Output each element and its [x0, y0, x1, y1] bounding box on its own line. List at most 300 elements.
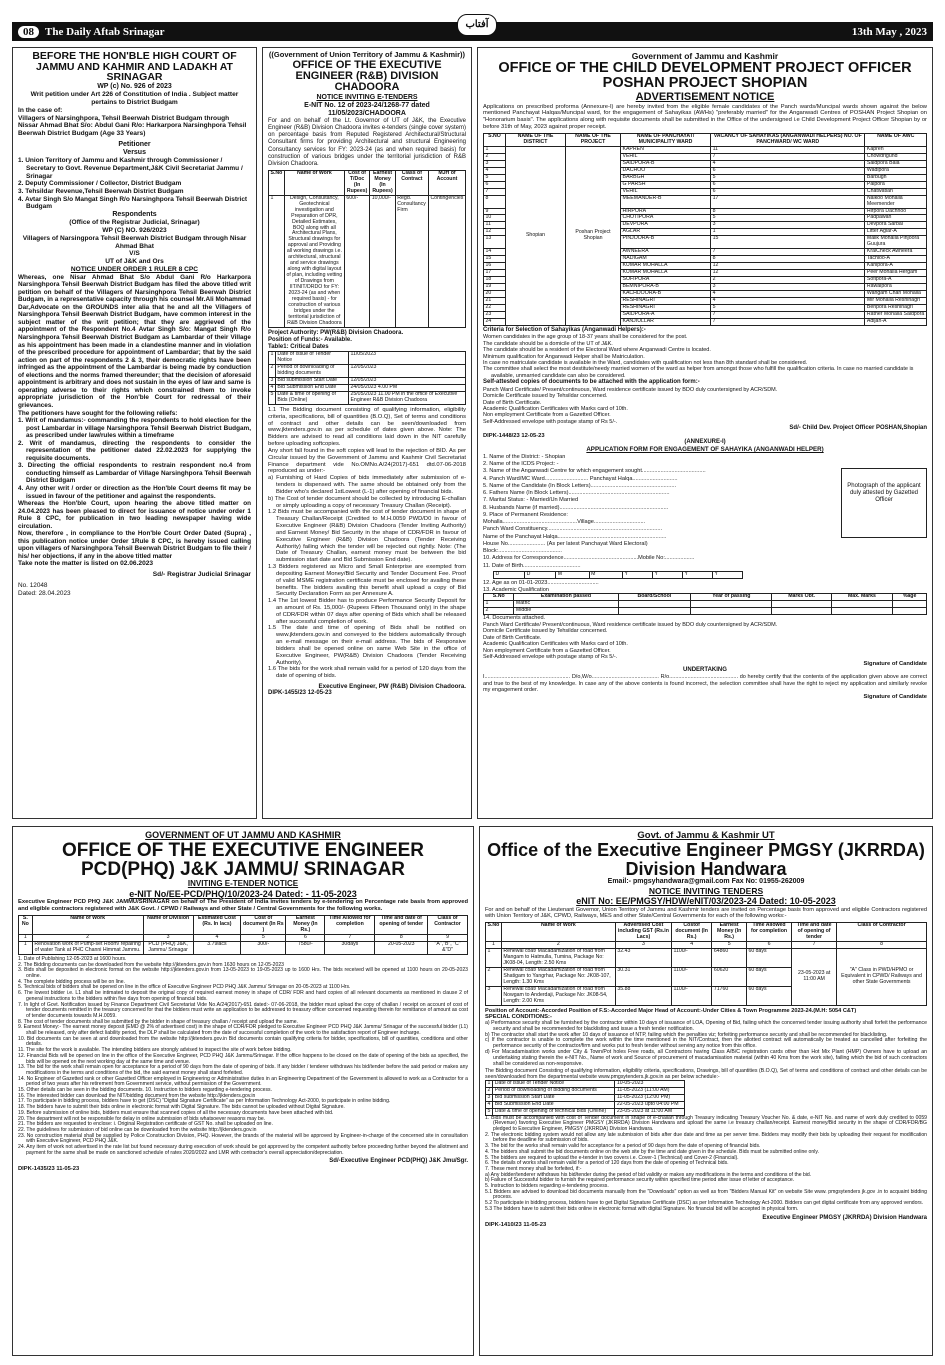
- list-item: 1. Bids must be accompanied with cost of Tender document in shape of e-challan through Treasury indicating Treasury Voucher No. & date, e-NIT No. and name of work duly credited to 0059 (Revenue) favoring Executive Engineer PMGSY (JKRRDA) Division Handwara and upload the same i.e treasury challan/receipt. Earnest money/Bid security in the shape of CDR/FDR/BG pledged to Executive Engineer, PMGSY (JKRRDA) Division Handwara.: [485, 1114, 927, 1132]
- form-line: 6. Fathers Name (In Block Letters).................................................................: [483, 490, 670, 497]
- page-number: 08: [18, 26, 39, 38]
- list-item: 5.2 To participate in bidding process, bidders have to get Digital Signature Certificate (DSC) as per Information Technology Act-2000. Bidders can get digital certificate from any approved vendors.: [485, 1200, 924, 1207]
- table-cell: PINJOORA-B: [621, 236, 711, 249]
- col-header: Time Allowed for completion: [746, 922, 791, 941]
- list-item: 14. No Engineer of Gazetted rank or other Gazetted Officer employed in Engineering or Administrative duties in an Engineering Department of the Government is allowed to work as a Contractor for a period of two years after his retirement from Government service, without permission of the Government.: [18, 1075, 468, 1088]
- table-cell: 11/05/2023: [348, 352, 465, 365]
- table-cell: 21: [484, 298, 506, 305]
- table-cell: NADIGAM: [621, 256, 711, 263]
- list-item: b) The Cost of tender document should be collected by introducing E-challan or simply uploading a copy of necessary Treasury Challan (Receipt).: [268, 495, 466, 509]
- vacancy-table: [483, 133, 927, 326]
- petitioner-details: Villagers of Narsinghpora, Tehsil Beerwah District Budgam through Nissar Ahmad Bhat S/o: Abdul Gani R/o: Harkarpora Narsinghpora Tehsil Beerwah District Budgam (Age 33 Years): [18, 114, 247, 138]
- icds-dipk: DIPK-1448/23 12-05-23: [483, 432, 545, 439]
- table-cell: 20: [484, 291, 506, 298]
- rb-dates-table: [268, 351, 466, 405]
- table-cell: 3.79lacs: [193, 941, 241, 954]
- undertaking-text: I........................................................ D/o,W/o............................................ R/o............................................. do hereby certify that the contents of the application given above are correct and true to the best of my knowledge. In case any of the above contents is found incorrect, the selection committee shall have the right to reject my application and similarly revoke my engagement order.: [483, 674, 927, 694]
- table-cell: Litter Aglar-A: [865, 229, 927, 236]
- icds-gov: Government of Jammu and Kashmir: [631, 51, 779, 61]
- rb-dipk: DIPK-1455/23 12-05-23: [268, 690, 332, 697]
- pmgsy-notice-heading: NOTICE INVITING TENDERS: [648, 886, 764, 897]
- table-cell: Devpora Sarbal: [865, 222, 927, 229]
- pmgsy-terms: [485, 1116, 927, 1213]
- table-cell: 7: [711, 312, 865, 319]
- documents-list: [483, 387, 927, 426]
- table-cell: 2: [269, 365, 276, 378]
- list-item: 1.6 The bids for the work shall remain valid for a period of 120 days from the date of opening of bids.: [268, 666, 466, 680]
- rb-para-2: Any short fall found in the soft copies will lead to the rejection of BID. As per Circular issued by the Government of Jammu and Kashmir Civil Secretariat Finance department vide No.OMNo.A/24(2017)-651 dtd.07-06-2018 reproduced as under:-: [268, 447, 466, 475]
- table-cell: 6: [711, 167, 865, 174]
- col-header: Time Allowed for completion: [325, 916, 375, 935]
- table-cell: BEMNIPORA-B: [621, 284, 711, 291]
- table-cell: 6: [711, 181, 865, 188]
- table-cell: HIRPORA: [621, 208, 711, 215]
- table-cell: Naikoo Mohalla Meemender: [865, 195, 927, 208]
- table-row: [494, 571, 743, 578]
- rb-intro: For and on behalf of the Lt. Governor of UT of J&K, the Executive Engineer (R&B) Division Chadoora invites e-tenders (single cover system) on percentage basis from Reputed Registered Architectural/Structural Consultant firms for providing Architectural and structural Engineering Consultancy services for FY: 2023-24 (as and when required basis) for construction of various bridges under the territorial jurisdiction of R&B Division Chadoora.: [268, 118, 466, 167]
- table-cell: Period of downloading of bidding documents: [493, 1087, 615, 1094]
- table-cell: AWNEERA: [621, 249, 711, 256]
- form-line: Block:.........................................: [483, 548, 562, 555]
- list-item: 1.2 Bids must be accompanied with the cost of tender document in shape of Treasury Challan/Receipt (Credited to M.H.0059 PWD/D0 in favour of Executive Engineer (R&B) Division Chadoora (Tender Inviting Authority) and Earnest Money/ Bid Security in the shape of CDR/FDR in favour of Executive Engineer (R&B) Division Chadoora (Tender Receiving Authority) failing which the tender will be rejected out rightly. Note: (The Date of Treasury Challan, earnest money must be between the bid submission start date and Bid Submission End date).: [268, 509, 466, 564]
- table-cell: 2: [486, 967, 502, 986]
- table-row: [484, 146, 927, 153]
- listing-date: Take note the matter is listed on 02.06.2023: [18, 560, 154, 568]
- col-header: Marks Obt.: [772, 594, 831, 601]
- list-item: 21. The bidders are requested to enclose: i. Original Registration certificate of GST No. shall be uploaded on line.: [18, 1121, 273, 1128]
- col-header: Earnest Money (In Rs.): [286, 916, 325, 935]
- form-line: 10. Address for Correspondence................................................Mobile No:...................: [483, 555, 695, 562]
- col-header: Class of Contractor: [837, 922, 927, 941]
- annexure-label: (ANNEXURE-I): [684, 439, 726, 446]
- pcd-signature: Sd/-Executive Engineer PCD(PHQ) J&K Jmu/Sgr.: [329, 1158, 468, 1165]
- table-cell: 35.88: [615, 986, 671, 1005]
- table-cell: 60 days: [746, 948, 791, 967]
- list-item: Non employment Certificate from a Gazetted Officer.: [483, 412, 611, 419]
- table-cell: 9: [484, 208, 506, 215]
- court-title: BEFORE THE HON'BLE HIGH COURT OF JAMMU AND KAHMIR AND LADAKH AT SRINAGAR: [32, 50, 237, 84]
- table-cell: 4: [671, 941, 711, 948]
- icds-signature: Sd/- Child Dev. Project Officer POSHAN,Shopian: [789, 425, 927, 432]
- table-cell: Middle: [514, 608, 618, 615]
- petitioner-label: Petitioner: [118, 140, 151, 148]
- list-item: Self-Addressed envelope with postage stamp of Rs 5/-.: [483, 418, 618, 425]
- list-item: b) Failure of Successful bidder to furnish the required performance security within specified time period after issue of letter of acceptance.: [485, 1177, 795, 1184]
- col-header: Time and date of opening of tender: [375, 916, 428, 935]
- newspaper-logo: آفتاب: [457, 14, 497, 36]
- table-cell: 64860: [712, 948, 747, 967]
- form-line: 7. Marital Status: - Married/Un Married: [483, 497, 579, 504]
- criteria-list: [483, 334, 927, 379]
- table-cell: 1100/-: [671, 948, 711, 967]
- table-cell: 1: [486, 1080, 493, 1087]
- table-cell: 5: [241, 934, 286, 941]
- table-cell: Rather Mohalla Saidpora: [865, 312, 927, 319]
- table-cell: 7: [325, 934, 375, 941]
- table-cell: KACHDOORA-B: [621, 291, 711, 298]
- list-item: 1. Date of Publishing 12-05-2023 at 1600 hours.: [18, 955, 127, 962]
- special-conditions-heading: SPECIAL CONDITIONS:-: [485, 1014, 552, 1021]
- table-cell: SAIDPORA-A: [621, 312, 711, 319]
- rb-items: [268, 475, 466, 680]
- form-line: House No........................ (As per latest Panchayat Ward Electoral): [483, 540, 648, 547]
- table-cell: Date & time of opening of Bids (Online): [275, 392, 348, 405]
- table-cell: 14: [484, 249, 506, 256]
- respondent-item: 1. Union Territory of Jammu and Kashmir through Commissioner / Secretary to Govt. Revenue Department,J&K Civil Secretariat Jammu / Srinagar: [18, 157, 243, 180]
- table-cell: 5: [712, 941, 747, 948]
- table-cell: 19: [484, 284, 506, 291]
- col-header: Name of Work: [501, 922, 615, 941]
- table-cell: 1: [486, 941, 502, 948]
- list-item: 10. Bid documents can be seen at and downloaded from the website http://jktenders.gov.in Bid documents contain qualifying criteria for bidder, specifications, bill of quantities, conditions and other details.: [18, 1035, 468, 1048]
- table-cell: 7: [711, 319, 865, 326]
- table-cell: 12: [711, 263, 865, 270]
- list-item: The candidate should be a resident of the Electoral Ward where Anganwadi Centre is located.: [483, 347, 711, 354]
- pcd-nit: e-NIT No/EE-PCD/PHQ/10/2023-24 Dated: - 11-05-2023: [129, 888, 357, 899]
- table-cell: 12: [484, 229, 506, 236]
- col-header: S.No: [486, 922, 502, 941]
- table-cell: 3: [486, 1094, 493, 1101]
- list-item: 23. No construction material shall be supplied by Police Construction Division, PHQ. However, the brands of the material will be approved by Engineer-in-charge of the concerned site in consultation with Executive Engineer, PCD PHQ J&K.: [18, 1132, 468, 1145]
- table-cell: Date of Issue of Tender Notice: [275, 352, 348, 365]
- table-cell: 17: [711, 195, 865, 208]
- rb-work-table: [268, 170, 466, 328]
- table-cell: 6: [711, 188, 865, 195]
- list-item: 9. Earnest Money:- The earnest money deposit (EMD @ 2% of advertised cost) in the shape of CDR/FDR pledged to Executive Engineer PCD PHQ J&K Jammu/ Srinagar of the successful bidder (L1) shall be released, only after defect liability period, the DLP shall be calculated from the date of successful completion of the work to the satisfaction report of Engineer incharge.: [18, 1024, 468, 1037]
- list-item: 22. The guidelines for submission of bid online can be downloaded from the website http://jktenders.gov.in: [18, 1126, 257, 1133]
- table-cell: 3: [711, 222, 865, 229]
- pmgsy-title: Office of the Executive Engineer PMGSY (JKRRDA) Division Handwara: [487, 840, 925, 879]
- table-row: [19, 941, 468, 954]
- pcd-terms: [18, 957, 468, 1157]
- list-item: 19. Before submission of online bids, bidders must ensure that scanned copies of all the necessary documents have been attached with bid.: [18, 1109, 334, 1116]
- table-cell: 1: [484, 146, 506, 153]
- pmgsy-nit: eNIT No: EE/PMGSY/HDW/eNIT/03/2023-24 Dated: 10-05-2023: [576, 896, 836, 907]
- pcd-dipk: DIPK-1435/23 11-05-23: [18, 1165, 80, 1172]
- table-cell: 2: [486, 1087, 493, 1094]
- table-cell: 16: [484, 263, 506, 270]
- table-cell: 3: [143, 934, 193, 941]
- list-item: c) If the contractor is unable to complete the work within the time mentioned in the NIT/Contract, then the allotted contract will automatically be treated as cancelled after forfeiting the performance security of the contractor/firm and works put to fresh tender without serving any notice from this office.: [485, 1037, 927, 1050]
- table-cell: 20-05-2023: [375, 941, 428, 954]
- form-line: Mohalla................................................Village.................................: [483, 519, 646, 526]
- table-cell: 9: [428, 934, 468, 941]
- form-line: Panch Ward Constituency..........................................................................: [483, 526, 663, 533]
- relief-item: 3. Directing the official respondents to restrain respondent no.4 from conducting himself as Lambardar of Village Narsinghpora Tehsil Beerwah District Budgam: [18, 462, 251, 485]
- list-item: 6. The lowest bidder i.e. L1 shall be intimated to deposit the original copy of required earnest money in shape of CDR/ FDR and hard copies of all relevant documents as mentioned in clause 2 of general instructions to the bidders within five days from opening of financial bids.: [18, 990, 468, 1002]
- pcd-title: OFFICE OF THE EXECUTIVE ENGINEER PCD(PHQ) J&K JAMMU/ SRINAGAR: [61, 839, 425, 880]
- icds-intro: Applications on prescribed proforma (Annexure-I) are hereby invited from the eligible female candidates of the Panch wards/Muncipal wards shown against the below mentioned Panchayat Halqas/Muncipal ward, for the engagement of Sahayikas (AWHs) "preferably married" for the Anganwadi Centres of POSHAN Project Shopian on "Honorarium basis". The applications along with requisite documents shall be submitted in the Office of the undersigned i.e Child Development Project Officer Shopian by or before 31th of May, 2023 against proper receipt.: [483, 103, 927, 131]
- table-cell: 5: [484, 174, 506, 181]
- table-row: [486, 948, 927, 967]
- documents-heading: Self-attested copies of documents to be attached with the application form:-: [483, 379, 700, 386]
- villagers-line: Villagers of Narsingpora Tehsil Beerwah District Budgam through Nisar Ahmad Bhat: [22, 234, 247, 250]
- notice-heading: NOTICE UNDER ORDER 1 RULER 8 CPC: [70, 265, 199, 273]
- form-line: Name of the Panchayat Halqa......................................................................: [483, 533, 667, 540]
- list-item: 8. The cost of tender documents shall be submitted by the bidder in shape of treasury challan / receipt and upload the same.: [18, 1018, 298, 1025]
- table-cell: Malik Mohalla Pinjoora Guujura: [865, 236, 927, 249]
- table-cell: 6: [286, 934, 325, 941]
- table-cell: BARBGH: [621, 174, 711, 181]
- icds-advertisement: [477, 47, 933, 819]
- table-cell: 4: [711, 160, 865, 167]
- court-body-2: Whereas the Hon'ble Court, upon hearing the above titled matter on 24.04.2023 has been pleased to direct for issuance of notice under order 1 Rule 8 CPC, for publication in two leading newspaper having wide circulation.: [18, 500, 251, 530]
- pcd-work-table: [18, 915, 468, 955]
- table-cell: 1: [486, 948, 502, 967]
- table-cell: VEHIL: [621, 153, 711, 160]
- table-cell: 7: [792, 941, 837, 948]
- table-cell: Bid Submission End Date: [275, 385, 348, 392]
- table-cell: D: [525, 571, 556, 578]
- form-line: 2. Name of the ICDS Project: -: [483, 461, 559, 467]
- col-header: Costof document (In Rs.): [671, 922, 711, 941]
- court-ref-date: Dated: 28.04.2023: [18, 589, 71, 597]
- list-item: 24. Any item of work not advertised in the rate list but found necessary during execution of work should be got approved by the competent authority before proceeding further beyond the allotment and payment for the same shall be made on sanctioned schedule of rates 2020/2022 and LMR with contractor's overall appreciation/depreciation.: [18, 1144, 468, 1156]
- rb-notice-heading: NOTICE INVITING E-TENDERS: [316, 93, 418, 101]
- photo-placeholder: Photograph of the applicant duly attested by Gazetted Officer: [841, 468, 927, 538]
- table-row: [484, 601, 927, 608]
- rb-nit: E-NIT No. 12 of 2023-24/1268-77 dated 11/05/2023/CHADOORA: [304, 101, 430, 117]
- table-cell: 4: [486, 1101, 493, 1108]
- table-cell: KUMAR MOHALLA: [621, 270, 711, 277]
- court-body-3: Now, therefore , in compliance to the Hon'ble Court Order Dated (Supra) , this publication notice under Order 1Rule 8 CPC, is hereby issued calling upon villagers of Narsinghpora Tehsil Beerwah District Budgam to file their / his/ her objections, if any in the above titled matter: [18, 530, 251, 560]
- undertaking-heading: UNDERTAKING: [683, 667, 727, 674]
- table-cell: 4: [484, 167, 506, 174]
- list-item: 16. The interested bidder can download the NIT/bidding document from the website http://jktenders.gov.in: [18, 1092, 256, 1099]
- table-cell: PCD (PHQ) J&K, Jammu/ Srinagar: [143, 941, 193, 954]
- table-cell: 1100/-: [671, 986, 711, 1005]
- reliefs-list: [18, 417, 251, 500]
- list-item: 5. The bidders are required to upload the e-tender in two covers i.e. Cover-1 (Technical) and Cover-2 (Financial).: [485, 1154, 739, 1161]
- col-header: Name of Division: [143, 916, 193, 935]
- table-row: [269, 352, 466, 365]
- table-header-row: [19, 916, 468, 935]
- academic-label: 13. Academic Qualification: [483, 586, 549, 593]
- list-item: Minimum qualification for Anganwadi Helper shall be Matriculation.: [483, 353, 645, 360]
- table-cell: CHOTIPORA: [621, 215, 711, 222]
- table-cell: Saidpora Bala: [865, 160, 927, 167]
- table-cell: 30days: [325, 941, 375, 954]
- col-header: Earnest Money (In Rupees): [370, 170, 396, 195]
- pmgsy-intro: For and on behalf of the Lieutenant Governor, Union Territory of Jammu and Kashmir tenders are invited on Percentage basis from approved and eligible Contractors registered with Union Territory of J&K, CPWD, Railways, MES and other State/Central Governments for each of the following works:-: [485, 906, 927, 920]
- table-cell: KANJIULLAR: [621, 319, 711, 326]
- pmgsy-dates-table: [485, 1080, 685, 1116]
- court-notice: [12, 47, 257, 819]
- table-cell: 8: [711, 256, 865, 263]
- table-cell: Chatwatlan: [865, 188, 927, 195]
- table-cell: Y: [623, 571, 653, 578]
- list-item: 5.1 Bidders are advised to download bid documents manually from the "Downloads" option as well as from "Bidders Manual Kit" on website Site www. pmgsytenders jk.gov .in to acquaint bidding process.: [485, 1188, 927, 1201]
- icds-notice-heading: ADVERTISEMENT NOTICE: [635, 90, 775, 103]
- table-header-row: [484, 133, 927, 146]
- col-header: Cost of T/Doc (In Rupees): [344, 170, 369, 195]
- pmgsy-work-table: [485, 922, 927, 1006]
- wp-number-2: WP (C) NO. 926/2023: [102, 227, 167, 235]
- table-cell: Date & time of opening of technical bids (Online): [493, 1108, 615, 1115]
- table-cell: 1100/-: [671, 967, 711, 986]
- table-cell: 6: [746, 941, 791, 948]
- table-cell: 60 days: [746, 967, 791, 986]
- table-cell: 1: [711, 229, 865, 236]
- list-item: Date of Birth Certificate.: [483, 399, 542, 406]
- table-cell: 1: [19, 941, 33, 954]
- table-cell: Tachloo-A: [865, 256, 927, 263]
- special-conditions-list: [485, 1021, 927, 1068]
- rb-tender-notice: [262, 47, 472, 819]
- table-cell: M: [589, 571, 622, 578]
- criteria-heading: Criteria for Selection of Sahayikas (Anganwadi Helpers):-: [483, 326, 646, 333]
- table-cell: 4: [711, 291, 865, 298]
- table-cell: 23: [484, 312, 506, 319]
- table-cell: RESHINAGRI: [621, 305, 711, 312]
- table-cell: SOFIPORA: [621, 277, 711, 284]
- table-cell: 10,000/-: [370, 195, 396, 327]
- form-title: APPLICATION FORM FOR ENGAGEMENT OF SAHAYIKA (ANGANWADI HELPER): [586, 446, 824, 454]
- list-item: 1.3 Bidders registered as Micro and Small Enterprise are exempted from depositing Earnest Money/Bid Security and Tender Document Fee. Proof of valid MSME registration certificate must be enclosed for availing these benefits. The bidders availing this benefit shall upload a copy of Bid Security Declaration Form as per Annexure A.: [268, 564, 466, 598]
- table-cell: 4: [193, 934, 241, 941]
- table-cell: 2: [484, 153, 506, 160]
- table-cell: 600/-: [344, 195, 369, 327]
- list-item: Panch Ward Certificate/ Present/continuous, Ward residence certificate issued by BDO duly countersigned by ACR/SDM.: [483, 621, 778, 628]
- table-cell: 5: [711, 305, 865, 312]
- table-cell: Barbugh: [865, 174, 927, 181]
- table-cell: 4: [711, 298, 865, 305]
- rb-project-authority: Project Authority: PW(R&B) Division Chadoora.: [268, 329, 404, 336]
- col-header: Max. Marks: [831, 594, 892, 601]
- list-item: 5.3 The bidders have to submit their bids online in electronic format with digital Signature. No financial bid will be accepted in physical form.: [485, 1205, 799, 1212]
- table-cell: 4: [270, 384, 274, 391]
- table-cell: "A" Class in PWD/HPMO or Equivalent in CPWD/ Railways and other State Governments: [837, 948, 927, 1005]
- registrar-office: (Office of the Registrar Judicial, Srinagar): [69, 219, 200, 227]
- court-body: Whereas, one Nisar Ahmad Bhat S/o Abdul Gani R/o Harkarpora Narsinghpora Tehsil Beerwah District Budgam has filed the above titled writ petition on behalf of the Villagers of Narsinghpora Tehsil Beerwah District Budgam, in a representative capacity through his counsel Mr.Ali Mohammad Dar,Advocate on the GROUNDS inter alia that he and all the Villagers of Narsinghpora Tehsil Beerwah District Budgam, have common interest in the subject matter of the writ petition; that they are aggrieved of the appointment of the Respondent No.4 Avtar Singh S/o: Mangat Singh R/o Narsinghpora Tehsil Beerwah District Budgam as Lambardar of their Village as his appointment has been made in a clandestine manner and in violation of the prescribed procedure for appointment of Lambardar; that by the said action on part of the respondents 2 & 3, their democratic rights have been infringed as the appointment of the Lambardar is being made by conduction of elections and the norms framed thereunder; that the decision of aforesaid appointment is arbitrary and does not sustain in the eyes of law and same is operating adverse to their rights which constrained them to invoke appropriate jurisdiction of the Hon'ble Court for redressal of their grievances.: [18, 273, 251, 409]
- rb-signature: Executive Engineer, PW (R&B) Division Chadoora.: [318, 683, 466, 691]
- col-header: S. No: [19, 916, 33, 935]
- table-cell: Design, Consultancy, Geotechnical investigation and Preparation of DPR, Detailed Estimates, BOQ along with all Architectural Plans, Structural drawings for approval and Providing all working drawings i.e. architectural, structural and service drawings along with digital layout of plan, including vetting of Drawings from IIT/NIT/DRDO for FY: 2023-24 (as and when required basis) - for construction of various bridges under the territorial jurisdiction of R&B Division Chadoora: [284, 195, 344, 327]
- table-cell: 22: [484, 305, 506, 312]
- table-cell: Regd. Consultancy Firm: [395, 195, 428, 327]
- col-header: %age: [893, 594, 927, 601]
- table-cell: Date of issue of Tender Notice: [493, 1080, 615, 1087]
- table-cell: D: [494, 571, 525, 578]
- rb-funds: Position of Funds:- Available.: [268, 337, 352, 344]
- list-item: 2. The electronic bidding system would not allow any late submission of bids after due date and time as per server time. Bidders may modify their bids by uploading their request for modification before the deadline for submission of bids.: [485, 1131, 927, 1144]
- list-item: 6. The details of works shall remain valid for a period of 120 days from the date of opening of Technical bids.: [485, 1160, 729, 1167]
- table-cell: 3: [484, 160, 506, 167]
- form-line: 8. Husbands Name (if married)......................................................................: [483, 504, 669, 511]
- col-header: Year of passing: [691, 594, 772, 601]
- col-header: Class of Contract: [395, 170, 428, 195]
- table-cell: 2: [484, 608, 514, 615]
- table-cell: 300/-: [241, 941, 286, 954]
- form-line: 4. Panch Ward/MC Ward............................ Panchayat Halqa.............................: [483, 475, 678, 482]
- form-area: [483, 454, 927, 570]
- rb-para-1: 1.1 The Bidding document consisting of qualifying information, eligibility criteria, specifications, bill of quantities (B.O.Q), Set of terms and conditions of contract and other details can be seen/downloaded from www.jktenders.gov.in as per schedule of dates given above. Note: The Bidders are advised to read all conditions laid down in the NIT carefully before uploading softcopies.: [268, 406, 466, 448]
- documents-attached-list: [483, 622, 927, 661]
- col-header: Time and date of opening of tender: [792, 922, 837, 941]
- table-cell: Adijan-A: [865, 319, 927, 326]
- respondent-item: 3. Tehsildar Revenue,Tehsil Beerwah District Budgam: [18, 188, 184, 196]
- list-item: d) For Macadamisation works under City & Town/Pot holes Free roads, all Contractors having Class A/B/C registration cards other than Hot Mix Plant (HMP) Owners have to upload an undertaking stating therein the e-NIT No., Name of work and Source of procurement of macadamisation material (within 40 Kms from the work site), failing which the bid of such contractors shall be considered as non-responsive.: [485, 1049, 927, 1067]
- table-cell: Renewal coat/ Macadamization of road from Shatigam to Yangrhar, Package No: JK08-107, Length: 1.30 Kms: [501, 967, 615, 986]
- table-cell: 10-05-2023: [615, 1080, 685, 1087]
- table-cell: G PARSH: [621, 181, 711, 188]
- newspaper-name: The Daily Aftab Srinagar: [45, 25, 165, 38]
- court-ref-no: No. 12048: [18, 581, 48, 589]
- table-cell: 18: [484, 277, 506, 284]
- col-header: Advertised Cost including GST (Rs.in Lacs): [615, 922, 671, 941]
- table-cell: 8: [711, 208, 865, 215]
- col-header: S.NO: [484, 133, 506, 146]
- icds-title: OFFICE OF THE CHILD DEVELOPMENT PROJECT OFFICER POSHAN PROJECT SHOPIAN: [498, 60, 912, 91]
- list-item: 17. To participate in bidding process, bidders have to get (DSC) "Digital Signature Certificate" as per Information Technology Act-2000, to participate in online bidding.: [18, 1098, 391, 1105]
- table-cell: 71760: [712, 986, 747, 1005]
- table-cell: 24: [484, 319, 506, 326]
- pcd-tender-notice: [12, 826, 474, 1356]
- table-cell: 6: [484, 181, 506, 188]
- table-cell: Rawalpora: [865, 284, 927, 291]
- registrar-signature: Sd/- Registrar Judicial Srinagar: [152, 571, 251, 579]
- table-cell: "A","B", "C" &"D": [428, 941, 468, 954]
- table-cell: M: [556, 571, 589, 578]
- table-row: [269, 195, 466, 327]
- table-cell: 22-05-2023 upto 04:00 PM: [615, 1101, 685, 1108]
- list-item: 7. In light of Govt. Notification issued by Finance Department Civil Secretariat Vide No.A/24(2017)-651 dated:- 07-06-2018, the bidder must upload the copy of challan / receipt on account of cost of tender documents remitted in the treasury concerned for that the bidders must write an application to be addressed to treasury officer concerned requesting therein for remittance of amount as cost of tender documents towards M.H.0059.: [18, 1001, 468, 1019]
- newspaper-header: [12, 19, 933, 41]
- list-item: The candidate should be a domicile of the UT of J&K.: [483, 340, 613, 347]
- list-item: a) Any bidder/tenderer withdraws his bid/tender during the period of bid validity or makes any modifications in the terms and conditions of the bid.: [485, 1171, 812, 1178]
- in-case-label: In the case of:: [18, 106, 63, 114]
- table-cell: DEVPORA: [621, 222, 711, 229]
- rb-title: OFFICE OF THE EXECUTIVE ENGINEER (R&B) DIVISION CHADOORA: [292, 58, 442, 94]
- relief-item: 4. Any other writ / order or direction as the Hon'ble Court deems fit may be issued in favour of the petitioner and against the respondents.: [18, 484, 251, 500]
- col-header: S.No: [484, 594, 514, 601]
- table-cell: 15: [711, 236, 865, 249]
- pmgsy-dipk: DIPK-1410/23 11-05-23: [485, 1221, 547, 1228]
- respondent-item: 2. Deputy Commissioner / Collector, District Budgam: [18, 180, 182, 188]
- list-item: b) The contractor shall start the work after 10 days of issuance of NTP, failing which the penalties viz; forfeiting performance security and shall be recommended for blacklisting.: [485, 1031, 888, 1038]
- table-cell: 15: [484, 256, 506, 263]
- table-cell: VEHIL: [621, 188, 711, 195]
- table-cell: 3: [270, 377, 274, 384]
- col-header: Name of Work: [284, 170, 344, 195]
- table-cell: 1: [19, 934, 33, 941]
- rb-critical-dates-label: Table1: Critical Dates: [268, 344, 329, 351]
- list-item: Self-Addressed envelope with postage stamp of Rs 5/-.: [483, 654, 618, 661]
- respondents-list: [18, 157, 251, 211]
- col-header: NAME OF AWC: [865, 133, 927, 146]
- table-cell: 23-05-2023 at 11:00 AM: [792, 948, 837, 1005]
- col-header: Class of Contractor: [428, 916, 468, 935]
- table-cell: Matric: [514, 601, 618, 608]
- pmgsy-position: Position of Account:-Accorded Position of F.S:-Accorded Major Head of Account:-Under Cities & Town Programme 2023-24.(M.H: 5054 C&T): [485, 1007, 857, 1014]
- table-cell: 11: [484, 222, 506, 229]
- list-item: 3. The bid for the works shall remain valid for acceptance for a period of 90 days from the date of opening of financial bids.: [485, 1143, 761, 1150]
- list-item: 5. Technical bids of bidders shall be opened on line in the office of Executive Engineer PCD PHQ J&K Jammu/ Srinagar on 20-05-2023 at 1100 Hrs.: [18, 984, 351, 991]
- list-item: 7. These ment money shall be forfeited, if:-: [485, 1165, 582, 1172]
- table-cell: 2: [711, 277, 865, 284]
- list-item: 13. The bid for the work shall remain open for acceptance for a period of 90 days from the date of opening of bids. If any bidder / tenderer withdraws his bid/tender before the said period or makes any modifications in the terms and conditions of the bid, the said earnest money shall stand forfeited.: [18, 1064, 468, 1076]
- table-cell: 12: [711, 270, 865, 277]
- col-header: MJH of Account: [428, 170, 465, 195]
- list-item: 18. The bidders have to submit their bids online in electronic format with Digital Signature. The bids cannot be uploaded without Digital Signature.: [18, 1104, 345, 1111]
- table-cell: 7: [711, 249, 865, 256]
- respondents-label: Respondents: [112, 211, 157, 219]
- court-wp: WP (c) No. 926 of 2023: [97, 83, 172, 91]
- list-item: Domicile Certificate issued by Tehsildar concerned.: [483, 393, 608, 400]
- pmgsy-email: Email:- pmgsyhandwara@gmail.com Fax No: 01955-262009: [607, 877, 805, 885]
- col-header: NAME OF THE PROJECT: [566, 133, 621, 146]
- table-row: [269, 365, 466, 378]
